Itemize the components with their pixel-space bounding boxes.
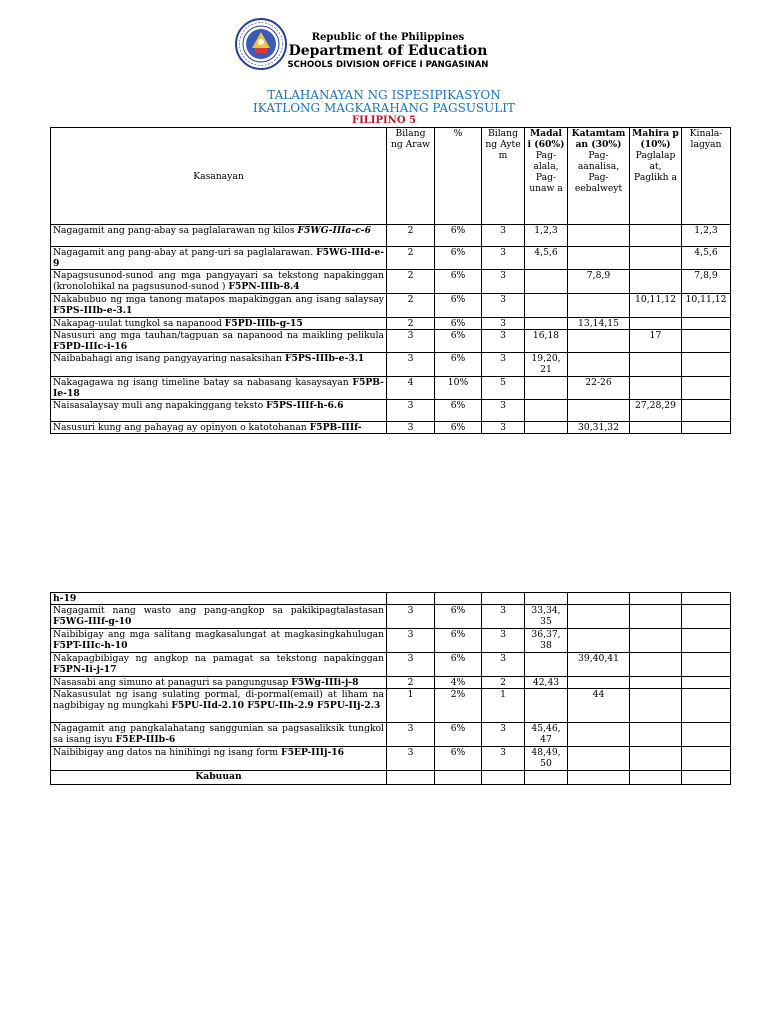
pct-cell: 10% xyxy=(435,377,482,400)
competency-text: Naibabahagi ang isang pangyayaring nasaksihan xyxy=(53,353,283,364)
competency-code: F5PN-IIIb-8.4 xyxy=(228,281,300,292)
competency-text: Nasusuri ang mga tauhan/tagpuan sa napanood na maikling pelikula xyxy=(53,330,384,341)
aytem-cell: 3 xyxy=(482,400,525,422)
araw-cell: 3 xyxy=(387,747,435,771)
total-cell xyxy=(525,771,568,785)
mahirap-cell xyxy=(630,653,682,677)
table-header-row xyxy=(51,128,731,225)
madali-cell: 4,5,6 xyxy=(525,247,568,270)
total-row xyxy=(51,771,731,785)
mahirap-cell: 10,11,12 xyxy=(630,294,682,318)
araw-cell: 3 xyxy=(387,330,435,353)
competency-code: h-19 xyxy=(53,593,77,604)
kinalalagyan-cell: 7,8,9 xyxy=(682,270,731,294)
competency-code: F5PT-IIIc-h-10 xyxy=(53,640,128,651)
pct-cell: 6% xyxy=(435,747,482,771)
madali-cell xyxy=(525,422,568,434)
madali-cell: 19,20, 21 xyxy=(525,353,568,377)
katamtaman-cell xyxy=(568,225,630,247)
competency-text: Naibibigay ang datos na hinihingi ng isang form xyxy=(53,747,279,758)
competency-code: F5PD-IIIc-i-16 xyxy=(53,341,128,352)
madali-cell xyxy=(525,377,568,400)
deped-seal-icon xyxy=(235,18,287,70)
araw-cell: 2 xyxy=(387,225,435,247)
competency-code: F5Wg-IIIi-j-8 xyxy=(291,677,359,688)
pct-cell: 6% xyxy=(435,400,482,422)
pct-cell: 6% xyxy=(435,247,482,270)
total-cell xyxy=(682,771,731,785)
katamtaman-cell xyxy=(568,593,630,605)
araw-cell: 3 xyxy=(387,605,435,629)
kasanayan-cell xyxy=(51,422,387,434)
table-row xyxy=(51,629,731,653)
aytem-cell: 3 xyxy=(482,330,525,353)
madali-cell xyxy=(525,400,568,422)
araw-cell: 2 xyxy=(387,318,435,330)
katamtaman-cell xyxy=(568,294,630,318)
total-cell xyxy=(630,771,682,785)
araw-cell: 3 xyxy=(387,723,435,747)
table-row xyxy=(51,330,731,353)
table-row xyxy=(51,400,731,422)
madali-cell: 48,49, 50 xyxy=(525,747,568,771)
competency-text: Nagagamit nang wasto ang pang-angkop sa pakikipagtalastasan xyxy=(53,605,384,616)
kasanayan-cell xyxy=(51,629,387,653)
document-title: TALAHANAYAN NG ISPESIPIKASYON xyxy=(267,88,501,102)
katamtaman-cell: 22-26 xyxy=(568,377,630,400)
header-katamtaman-sub: Pag-aanalisa, Pag-eebalweyt xyxy=(574,150,623,194)
competency-text: Nakasusulat ng isang sulating pormal, di-pormal(email) at liham na nagbibigay ng mungkahi xyxy=(53,689,384,711)
header-bilang-aytem: Bilang ng Ayte m xyxy=(482,128,525,225)
header-katamtaman xyxy=(568,128,630,225)
katamtaman-cell xyxy=(568,747,630,771)
kinalalagyan-cell xyxy=(682,677,731,689)
kasanayan-cell xyxy=(51,353,387,377)
mahirap-cell: 27,28,29 xyxy=(630,400,682,422)
table-row xyxy=(51,747,731,771)
mahirap-cell: 17 xyxy=(630,330,682,353)
aytem-cell: 3 xyxy=(482,422,525,434)
competency-code: F5WG-IIIf-g-10 xyxy=(53,616,132,627)
aytem-cell: 3 xyxy=(482,653,525,677)
table-row xyxy=(51,677,731,689)
table-row xyxy=(51,294,731,318)
competency-text: Nagagamit ang pang-abay sa paglalarawan ng kilos xyxy=(53,225,295,236)
total-cell xyxy=(482,771,525,785)
madali-cell xyxy=(525,318,568,330)
kasanayan-cell xyxy=(51,270,387,294)
katamtaman-cell: 39,40,41 xyxy=(568,653,630,677)
araw-cell xyxy=(387,593,435,605)
kinalalagyan-cell xyxy=(682,422,731,434)
competency-text: Nakabubuo ng mga tanong matapos mapakinggan ang isang salaysay xyxy=(53,294,384,305)
araw-cell: 1 xyxy=(387,689,435,723)
competency-code: F5PN-Ii-j-17 xyxy=(53,664,117,675)
kinalalagyan-cell: 10,11,12 xyxy=(682,294,731,318)
aytem-cell: 3 xyxy=(482,353,525,377)
kasanayan-cell xyxy=(51,593,387,605)
mahirap-cell xyxy=(630,747,682,771)
header-percent: % xyxy=(435,128,482,225)
competency-text: Nakapagbibigay ng angkop na pamagat sa tekstong napakinggan xyxy=(53,653,384,664)
table-row xyxy=(51,318,731,330)
header-mahirap-sub: Paglalap at, Paglikh a xyxy=(634,150,677,183)
katamtaman-cell xyxy=(568,247,630,270)
aytem-cell: 3 xyxy=(482,270,525,294)
araw-cell: 3 xyxy=(387,400,435,422)
competency-text: Nakapag-uulat tungkol sa napanood xyxy=(53,318,222,329)
madali-cell: 1,2,3 xyxy=(525,225,568,247)
total-cell xyxy=(568,771,630,785)
kinalalagyan-cell xyxy=(682,747,731,771)
katamtaman-cell: 30,31,32 xyxy=(568,422,630,434)
araw-cell: 3 xyxy=(387,422,435,434)
competency-text: Napagsusunod-sunod ang mga pangyayari sa tekstong napakinggan (kronolohikal na pagsusunod-sunod ) xyxy=(53,270,384,292)
aytem-cell: 2 xyxy=(482,677,525,689)
madali-cell xyxy=(525,689,568,723)
kasanayan-cell xyxy=(51,689,387,723)
kinalalagyan-cell xyxy=(682,689,731,723)
aytem-cell: 3 xyxy=(482,629,525,653)
department-label: Department of Education xyxy=(288,43,488,59)
header-kasanayan: Kasanayan xyxy=(51,128,387,225)
header-text xyxy=(283,32,493,70)
table-row xyxy=(51,653,731,677)
katamtaman-cell xyxy=(568,353,630,377)
total-cell xyxy=(387,771,435,785)
table-row xyxy=(51,605,731,629)
madali-cell xyxy=(525,653,568,677)
pct-cell: 6% xyxy=(435,225,482,247)
kinalalagyan-cell xyxy=(682,593,731,605)
competency-code: F5PS-IIIf-h-6.6 xyxy=(266,400,344,411)
aytem-cell: 3 xyxy=(482,318,525,330)
kasanayan-cell xyxy=(51,318,387,330)
katamtaman-cell xyxy=(568,677,630,689)
pct-cell: 4% xyxy=(435,677,482,689)
kasanayan-cell xyxy=(51,294,387,318)
mahirap-cell xyxy=(630,723,682,747)
kasanayan-cell xyxy=(51,225,387,247)
katamtaman-cell xyxy=(568,330,630,353)
header-madali xyxy=(525,128,568,225)
katamtaman-cell xyxy=(568,605,630,629)
header-madali-title: Madal i (60%) xyxy=(527,128,565,150)
competency-code: F5PS-IIIb-e-3.1 xyxy=(53,305,133,316)
pct-cell: 6% xyxy=(435,294,482,318)
competency-code: F5PU-IId-2.10 F5PU-IIh-2.9 F5PU-IIj-2.3 xyxy=(171,700,381,711)
araw-cell: 4 xyxy=(387,377,435,400)
republic-label: Republic of the Philippines xyxy=(311,32,465,43)
competency-code: F5PD-IIIb-g-15 xyxy=(224,318,303,329)
pct-cell: 6% xyxy=(435,422,482,434)
kasanayan-cell xyxy=(51,330,387,353)
total-label: Kabuuan xyxy=(51,771,387,785)
pct-cell: 6% xyxy=(435,653,482,677)
mahirap-cell xyxy=(630,247,682,270)
mahirap-cell xyxy=(630,629,682,653)
table-row xyxy=(51,723,731,747)
kinalalagyan-cell xyxy=(682,318,731,330)
araw-cell: 2 xyxy=(387,270,435,294)
pct-cell: 6% xyxy=(435,605,482,629)
competency-text: Nasasabi ang simuno at panaguri sa pangungusap xyxy=(53,677,289,688)
aytem-cell: 3 xyxy=(482,247,525,270)
table-row xyxy=(51,593,731,605)
aytem-cell: 3 xyxy=(482,723,525,747)
header-bilang-araw: Bilang ng Araw xyxy=(387,128,435,225)
araw-cell: 2 xyxy=(387,247,435,270)
araw-cell: 3 xyxy=(387,629,435,653)
kinalalagyan-cell: 1,2,3 xyxy=(682,225,731,247)
pct-cell: 2% xyxy=(435,689,482,723)
kasanayan-cell xyxy=(51,400,387,422)
competency-code: F5EP-IIIb-6 xyxy=(115,734,176,745)
aytem-cell: 3 xyxy=(482,747,525,771)
mahirap-cell xyxy=(630,605,682,629)
table-row xyxy=(51,247,731,270)
kinalalagyan-cell xyxy=(682,629,731,653)
kinalalagyan-cell xyxy=(682,605,731,629)
mahirap-cell xyxy=(630,377,682,400)
table-row xyxy=(51,422,731,434)
pct-cell: 6% xyxy=(435,353,482,377)
table-row xyxy=(51,353,731,377)
aytem-cell xyxy=(482,593,525,605)
kasanayan-cell xyxy=(51,747,387,771)
katamtaman-cell xyxy=(568,723,630,747)
header-mahirap-title: Mahira p (10%) xyxy=(632,128,679,150)
pct-cell: 6% xyxy=(435,723,482,747)
pct-cell: 6% xyxy=(435,330,482,353)
aytem-cell: 1 xyxy=(482,689,525,723)
katamtaman-cell: 13,14,15 xyxy=(568,318,630,330)
competency-code: F5WG-IIId-e-9 xyxy=(53,247,385,269)
competency-code: F5PB-Ie-18 xyxy=(53,377,384,399)
kinalalagyan-cell xyxy=(682,330,731,353)
aytem-cell: 5 xyxy=(482,377,525,400)
total-cell xyxy=(435,771,482,785)
mahirap-cell xyxy=(630,422,682,434)
madali-cell: 42,43 xyxy=(525,677,568,689)
katamtaman-cell: 44 xyxy=(568,689,630,723)
kasanayan-cell xyxy=(51,605,387,629)
kasanayan-cell xyxy=(51,677,387,689)
competency-code: F5WG-IIIa-c-6 xyxy=(297,225,371,236)
office-label: SCHOOLS DIVISION OFFICE I PANGASINAN xyxy=(287,60,489,70)
kinalalagyan-cell: 4,5,6 xyxy=(682,247,731,270)
header-mahirap xyxy=(630,128,682,225)
pct-cell: 6% xyxy=(435,629,482,653)
header-madali-sub: Pag-alala, Pag-unaw a xyxy=(529,150,563,194)
competency-text: Naisasalaysay muli ang napakinggang teksto xyxy=(53,400,264,411)
competency-text: Naibibigay ang mga salitang magkasalungat at magkasingkahulugan xyxy=(53,629,384,640)
table-row xyxy=(51,270,731,294)
specification-table-page2 xyxy=(50,592,731,785)
mahirap-cell xyxy=(630,689,682,723)
katamtaman-cell: 7,8,9 xyxy=(568,270,630,294)
mahirap-cell xyxy=(630,353,682,377)
header-kinalalagyan: Kinala-lagyan xyxy=(682,128,731,225)
aytem-cell: 3 xyxy=(482,294,525,318)
kasanayan-cell xyxy=(51,247,387,270)
kasanayan-cell xyxy=(51,377,387,400)
araw-cell: 2 xyxy=(387,294,435,318)
katamtaman-cell xyxy=(568,629,630,653)
araw-cell: 3 xyxy=(387,353,435,377)
kasanayan-cell xyxy=(51,723,387,747)
pct-cell: 6% xyxy=(435,270,482,294)
table-row xyxy=(51,377,731,400)
competency-text: Nakagagawa ng isang timeline batay sa nabasang kasaysayan xyxy=(53,377,349,388)
competency-text: Nasusuri kung ang pahayag ay opinyon o katotohanan xyxy=(53,422,307,433)
pct-cell: 6% xyxy=(435,318,482,330)
competency-text: Nagagamit ang pangkalahatang sanggunian sa pagsasaliksik tungkol sa isang isyu xyxy=(53,723,384,745)
madali-cell: 16,18 xyxy=(525,330,568,353)
competency-code: F5PB-IIIf- xyxy=(309,422,362,433)
table-row xyxy=(51,225,731,247)
kinalalagyan-cell xyxy=(682,723,731,747)
table-row xyxy=(51,689,731,723)
madali-cell xyxy=(525,294,568,318)
mahirap-cell xyxy=(630,677,682,689)
document-header xyxy=(0,18,768,78)
madali-cell: 33,34, 35 xyxy=(525,605,568,629)
kinalalagyan-cell xyxy=(682,377,731,400)
madali-cell xyxy=(525,593,568,605)
pct-cell xyxy=(435,593,482,605)
katamtaman-cell xyxy=(568,400,630,422)
araw-cell: 3 xyxy=(387,653,435,677)
kinalalagyan-cell xyxy=(682,400,731,422)
subject-label: FILIPINO 5 xyxy=(352,115,416,126)
kasanayan-cell xyxy=(51,653,387,677)
competency-text: Nagagamit ang pang-abay at pang-uri sa paglalarawan. xyxy=(53,247,314,258)
document-subtitle: IKATLONG MAGKARAHANG PAGSUSULIT xyxy=(253,101,515,115)
competency-code: F5EP-IIIj-16 xyxy=(281,747,344,758)
madali-cell: 36,37, 38 xyxy=(525,629,568,653)
header-katamtaman-title: Katamtam an (30%) xyxy=(571,128,626,150)
specification-table-page1 xyxy=(50,127,731,434)
madali-cell: 45,46, 47 xyxy=(525,723,568,747)
aytem-cell: 3 xyxy=(482,225,525,247)
competency-code: F5PS-IIIb-e-3.1 xyxy=(284,353,365,364)
araw-cell: 2 xyxy=(387,677,435,689)
kinalalagyan-cell xyxy=(682,353,731,377)
kinalalagyan-cell xyxy=(682,653,731,677)
mahirap-cell xyxy=(630,593,682,605)
aytem-cell: 3 xyxy=(482,605,525,629)
madali-cell xyxy=(525,270,568,294)
mahirap-cell xyxy=(630,318,682,330)
mahirap-cell xyxy=(630,225,682,247)
mahirap-cell xyxy=(630,270,682,294)
